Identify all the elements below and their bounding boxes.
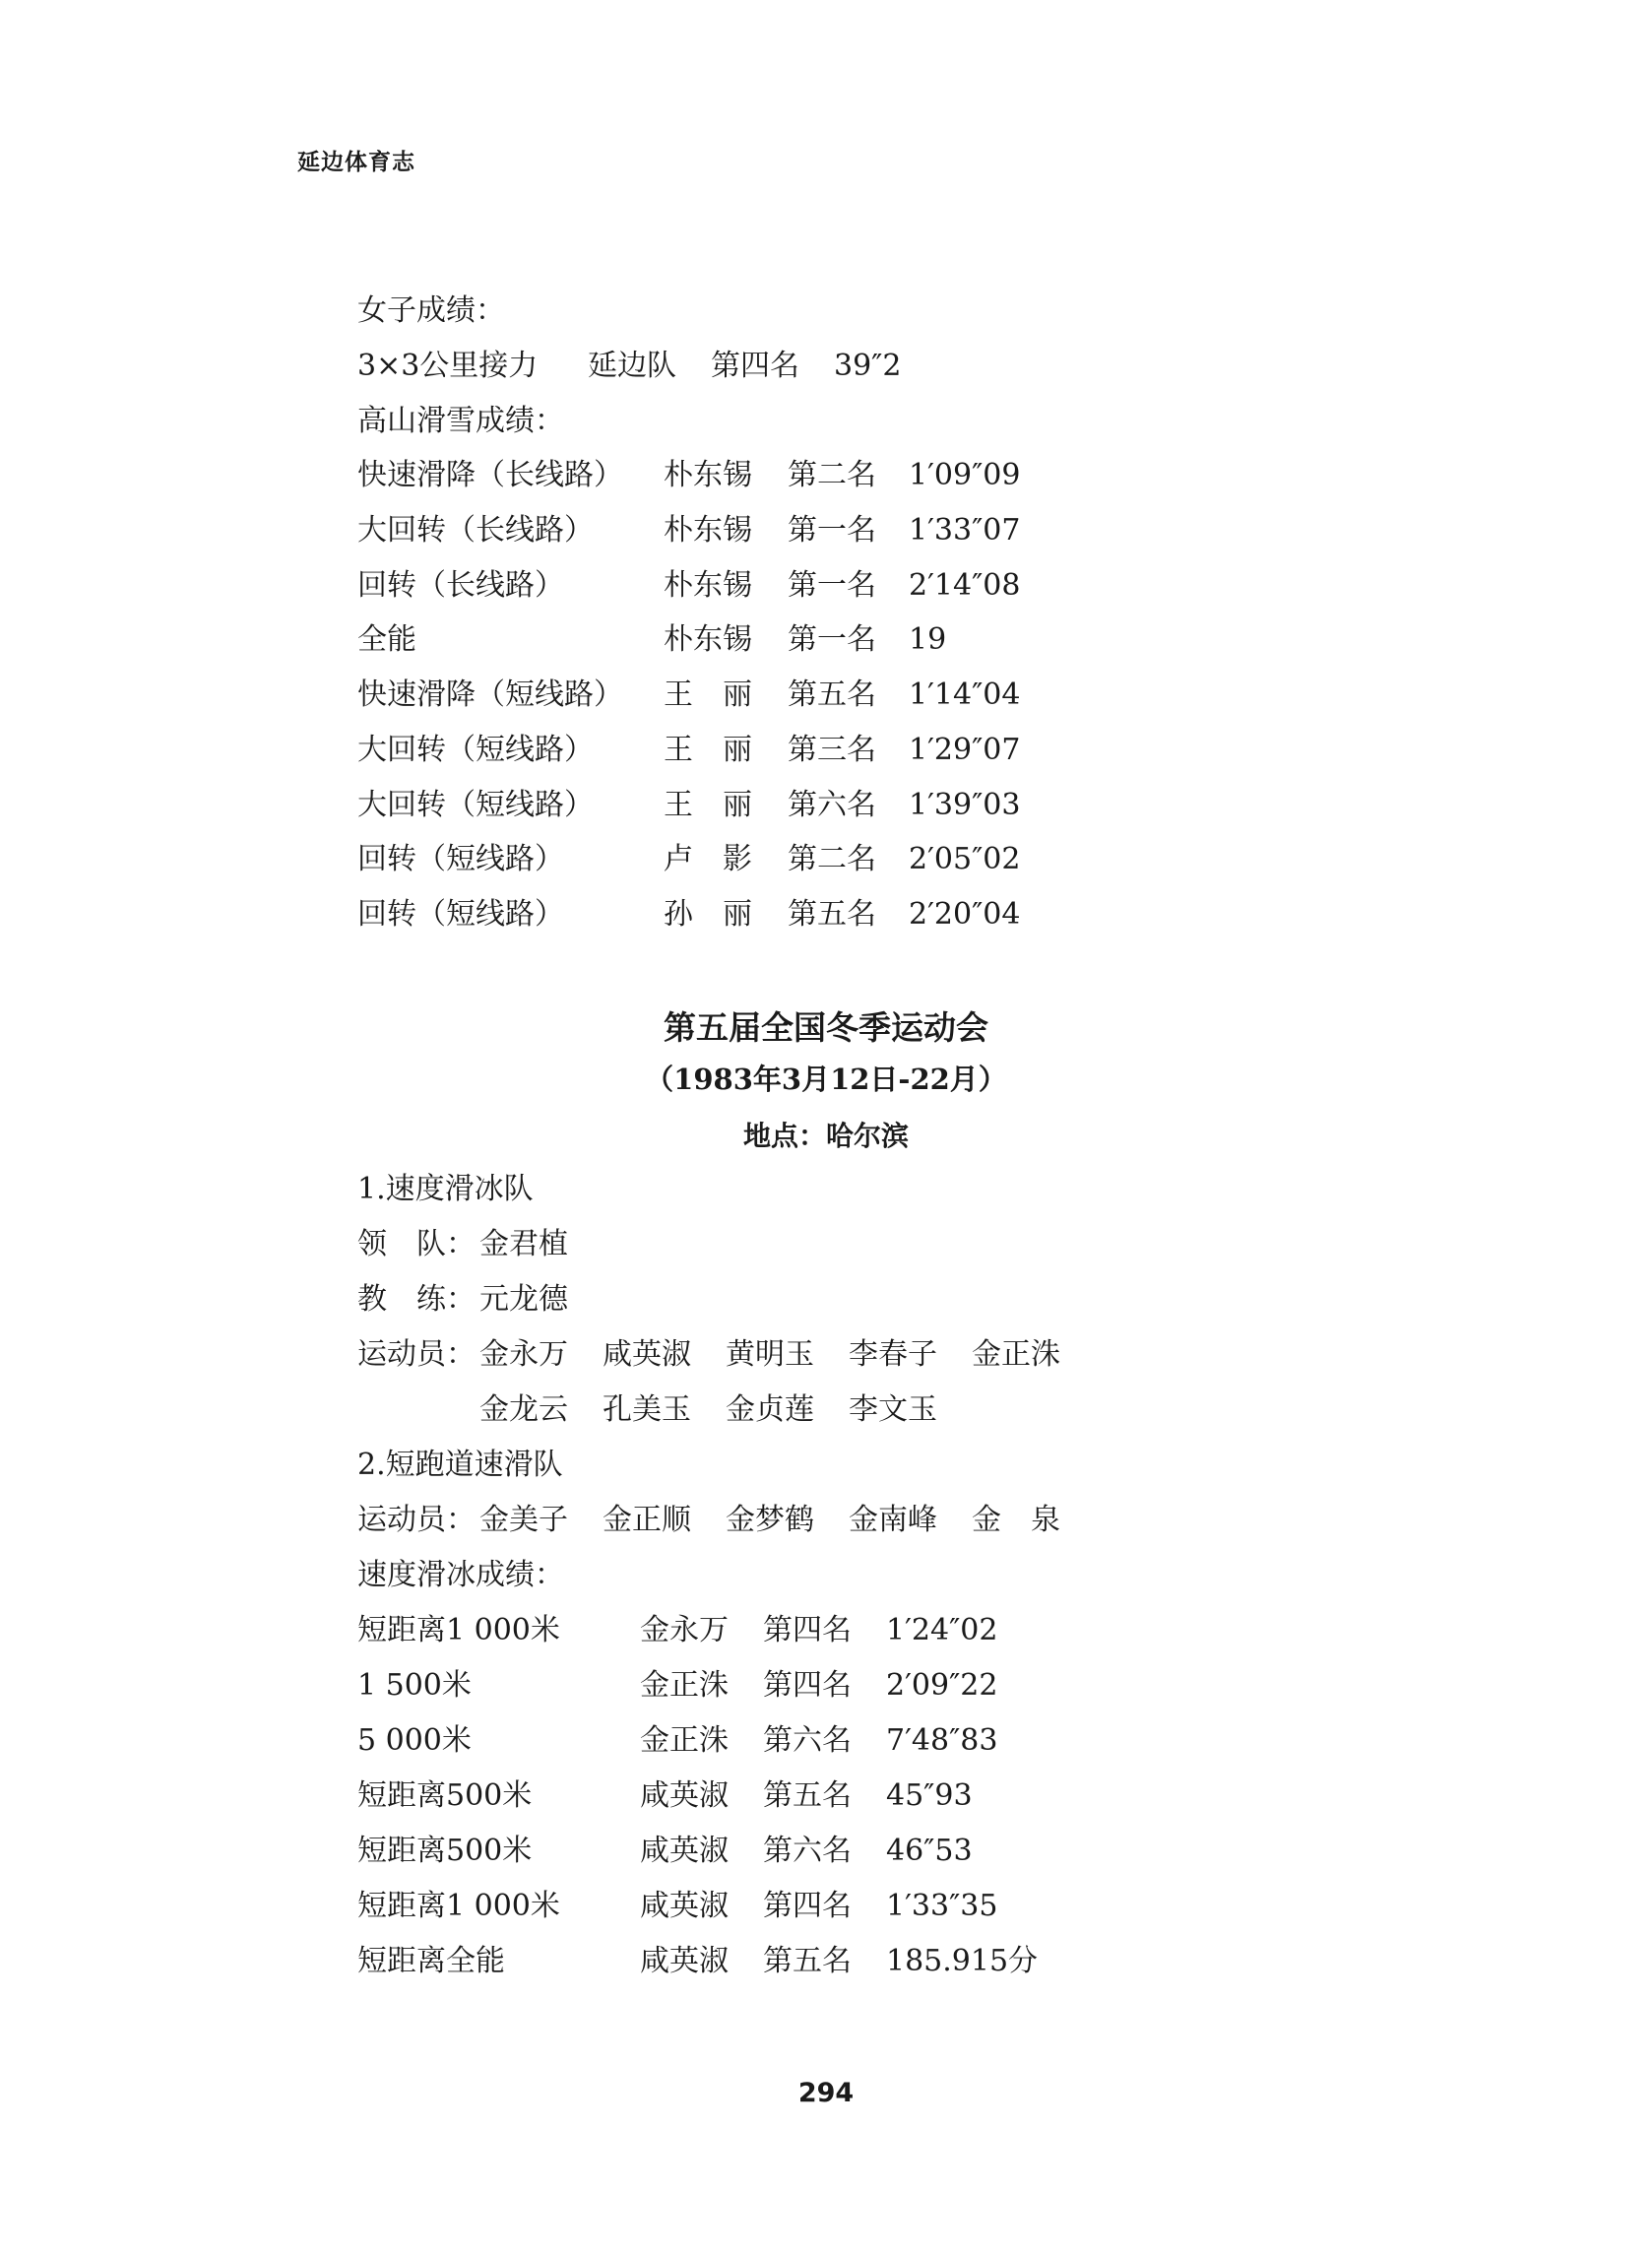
athlete-name: 金龙云 xyxy=(479,1392,568,1427)
speed-result: 7′48″83 xyxy=(886,1723,998,1758)
alpine-athlete: 王 丽 xyxy=(664,733,752,767)
speed-event: 短距离500米 xyxy=(357,1778,533,1813)
alpine-athlete: 朴东锡 xyxy=(664,458,752,492)
speed-event: 短距离1 000米 xyxy=(357,1613,560,1647)
speed-rank: 第六名 xyxy=(763,1723,852,1758)
speed-results-label: 速度滑冰成绩： xyxy=(357,1558,564,1592)
alpine-event: 大回转（短线路） xyxy=(357,733,594,767)
alpine-event: 大回转（短线路） xyxy=(357,788,594,822)
speed-athlete: 金正洙 xyxy=(640,1668,729,1703)
alpine-result: 1′29″07 xyxy=(909,733,1021,767)
alpine-athlete: 王 丽 xyxy=(664,677,752,712)
alpine-rank: 第一名 xyxy=(788,568,876,603)
speed-result: 2′09″22 xyxy=(886,1668,998,1703)
athlete-name: 黄明玉 xyxy=(726,1337,814,1372)
athlete-name: 金南峰 xyxy=(849,1503,937,1537)
athlete-name: 李春子 xyxy=(849,1337,937,1372)
alpine-results-label: 高山滑雪成绩： xyxy=(357,404,564,438)
athlete-name: 李文玉 xyxy=(849,1392,937,1427)
relay-result: 39″2 xyxy=(834,349,902,383)
relay-event: 3×3公里接力 xyxy=(357,349,539,383)
athlete-name: 金贞莲 xyxy=(726,1392,814,1427)
page-number: 294 xyxy=(797,2078,855,2108)
athletes-label: 运动员： xyxy=(357,1503,476,1537)
short-track-heading: 2.短跑道速滑队 xyxy=(357,1448,563,1482)
games-dates: （1983年3月12日-22月） xyxy=(645,1063,1007,1096)
athlete-name: 金梦鹤 xyxy=(726,1503,814,1537)
alpine-rank: 第三名 xyxy=(788,733,876,767)
alpine-result: 1′09″09 xyxy=(909,458,1021,492)
alpine-result: 1′14″04 xyxy=(909,677,1021,712)
relay-rank: 第四名 xyxy=(711,349,799,383)
speed-rank: 第五名 xyxy=(763,1944,852,1978)
team-leader-label: 领 队： xyxy=(357,1227,476,1261)
athlete-name: 金美子 xyxy=(479,1503,568,1537)
alpine-rank: 第一名 xyxy=(788,513,876,548)
speed-rank: 第五名 xyxy=(763,1778,852,1813)
alpine-rank: 第二名 xyxy=(788,458,876,492)
alpine-rank: 第五名 xyxy=(788,897,876,932)
alpine-rank: 第二名 xyxy=(788,842,876,876)
speed-rank: 第六名 xyxy=(763,1834,852,1868)
alpine-athlete: 朴东锡 xyxy=(664,568,752,603)
alpine-rank: 第一名 xyxy=(788,622,876,657)
alpine-rank: 第五名 xyxy=(788,677,876,712)
athlete-name: 咸英淑 xyxy=(603,1337,691,1372)
speed-rank: 第四名 xyxy=(763,1889,852,1923)
athlete-name: 金 泉 xyxy=(972,1503,1060,1537)
athletes-label: 运动员： xyxy=(357,1337,476,1372)
alpine-athlete: 卢 影 xyxy=(664,842,752,876)
speed-athlete: 咸英淑 xyxy=(640,1778,729,1813)
speed-athlete: 金永万 xyxy=(640,1613,729,1647)
alpine-result: 2′20″04 xyxy=(909,897,1021,932)
alpine-athlete: 朴东锡 xyxy=(664,513,752,548)
alpine-rank: 第六名 xyxy=(788,788,876,822)
speed-athlete: 咸英淑 xyxy=(640,1944,729,1978)
speed-result: 46″53 xyxy=(886,1834,973,1868)
alpine-athlete: 王 丽 xyxy=(664,788,752,822)
speed-result: 45″93 xyxy=(886,1778,973,1813)
alpine-event: 大回转（长线路） xyxy=(357,513,594,548)
athlete-name: 金正顺 xyxy=(603,1503,691,1537)
alpine-athlete: 朴东锡 xyxy=(664,622,752,657)
alpine-result: 2′14″08 xyxy=(909,568,1021,603)
alpine-event: 回转（短线路） xyxy=(357,897,564,932)
alpine-event: 回转（长线路） xyxy=(357,568,564,603)
athlete-name: 金正洙 xyxy=(972,1337,1060,1372)
speed-athlete: 咸英淑 xyxy=(640,1889,729,1923)
speed-result: 1′33″35 xyxy=(886,1889,998,1923)
games-location: 地点：哈尔滨 xyxy=(742,1120,909,1152)
speed-event: 短距离500米 xyxy=(357,1834,533,1868)
speed-result: 185.915分 xyxy=(886,1944,1039,1978)
alpine-event: 快速滑降（短线路） xyxy=(357,677,623,712)
speed-result: 1′24″02 xyxy=(886,1613,998,1647)
alpine-event: 全能 xyxy=(357,622,416,657)
speed-event: 1 500米 xyxy=(357,1668,472,1703)
athlete-name: 孔美玉 xyxy=(603,1392,691,1427)
alpine-result: 2′05″02 xyxy=(909,842,1021,876)
speed-team-heading: 1.速度滑冰队 xyxy=(357,1172,534,1206)
speed-rank: 第四名 xyxy=(763,1613,852,1647)
speed-rank: 第四名 xyxy=(763,1668,852,1703)
alpine-event: 回转（短线路） xyxy=(357,842,564,876)
alpine-result: 1′39″03 xyxy=(909,788,1021,822)
alpine-result: 1′33″07 xyxy=(909,513,1021,548)
speed-event: 短距离1 000米 xyxy=(357,1889,560,1923)
team-leader-name: 金君植 xyxy=(479,1227,568,1261)
alpine-result: 19 xyxy=(909,622,947,657)
coach-name: 元龙德 xyxy=(479,1282,568,1317)
relay-team: 延边队 xyxy=(588,349,676,383)
speed-athlete: 咸英淑 xyxy=(640,1834,729,1868)
speed-event: 短距离全能 xyxy=(357,1944,505,1978)
running-header: 延边体育志 xyxy=(297,150,415,175)
games-title: 第五届全国冬季运动会 xyxy=(664,1008,988,1047)
alpine-event: 快速滑降（长线路） xyxy=(357,458,623,492)
coach-label: 教 练： xyxy=(357,1282,476,1317)
alpine-athlete: 孙 丽 xyxy=(664,897,752,932)
women-results-label: 女子成绩： xyxy=(357,293,505,328)
athlete-name: 金永万 xyxy=(479,1337,568,1372)
speed-event: 5 000米 xyxy=(357,1723,472,1758)
speed-athlete: 金正洙 xyxy=(640,1723,729,1758)
